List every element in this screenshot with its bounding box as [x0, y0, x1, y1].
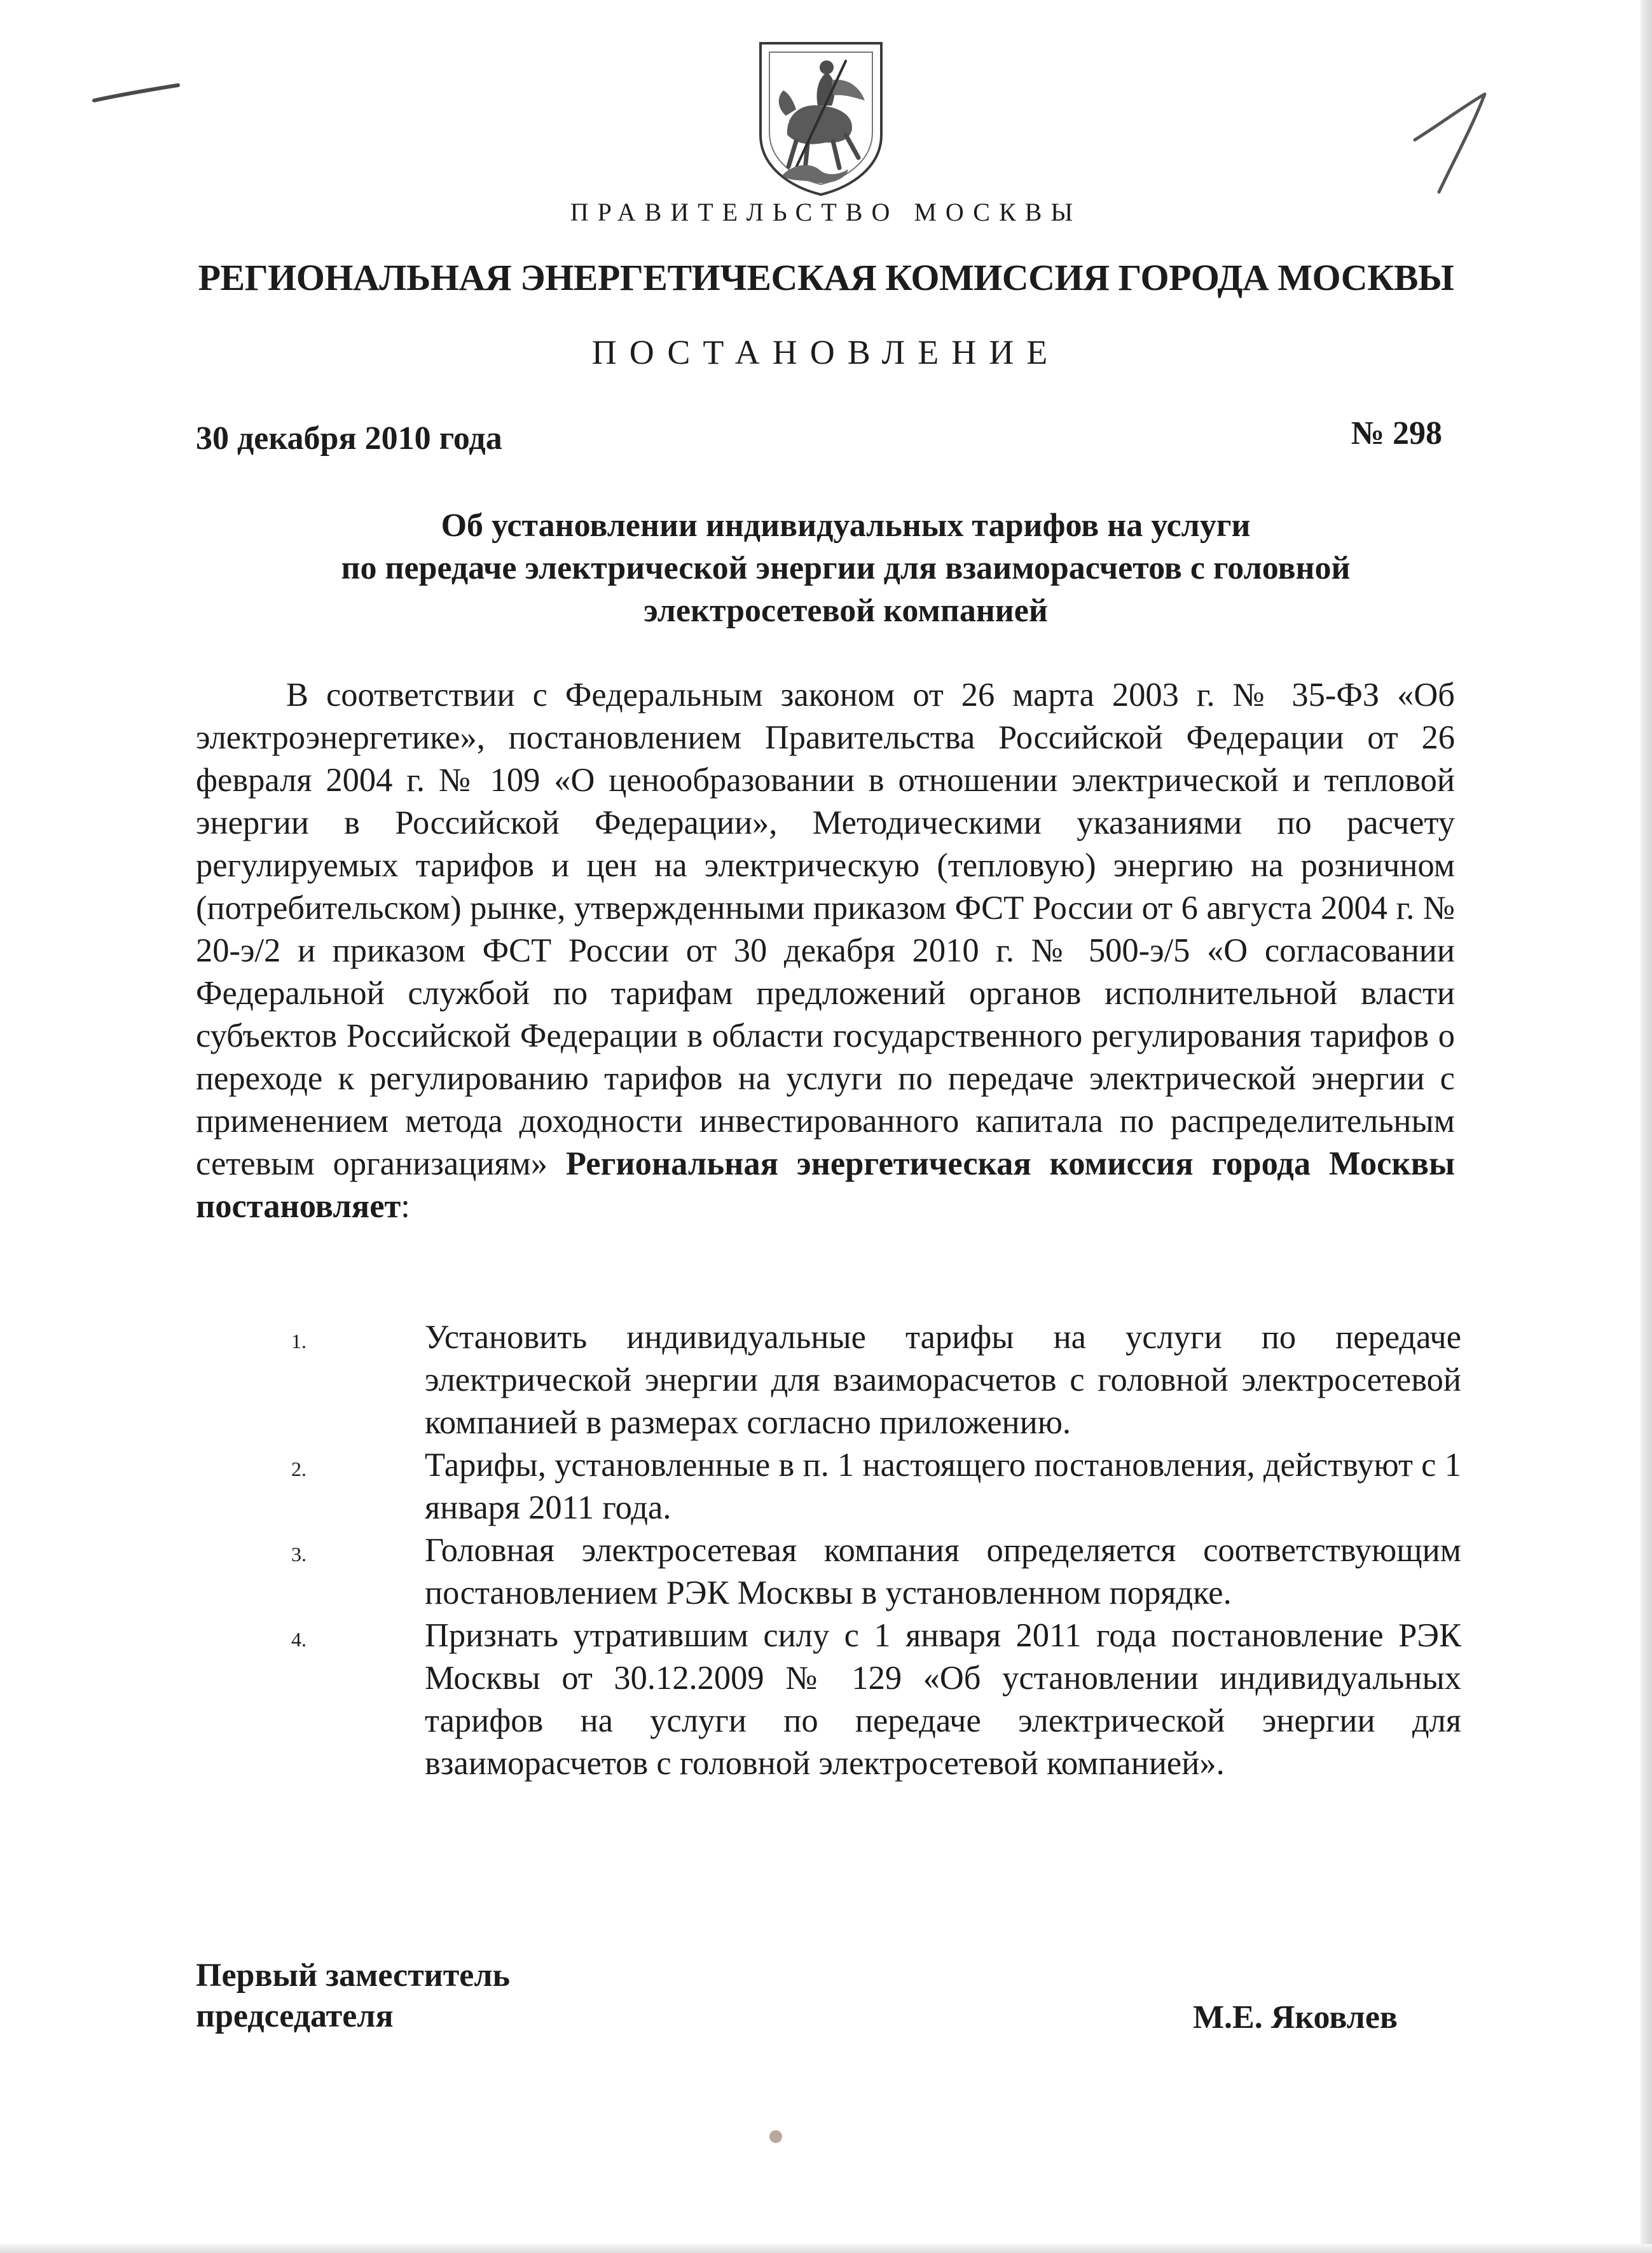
- title-line-2: по передаче электрической энергии для взаиморасчетов с головной: [341, 550, 1351, 586]
- resolve-colon: :: [401, 1188, 410, 1225]
- list-item-text: Признать утратившим силу с 1 января 2011 года постановление РЭК Москвы от 30.12.2009 № 129 «Об установлении индивидуальных тарифов на услуги по передаче электрической энергии для взаиморасчетов с головной электросетевой компанией».: [425, 1617, 1461, 1782]
- list-item: [196, 1615, 1461, 1785]
- signatory-position-line-2: председателя: [196, 1998, 394, 2034]
- resolution-items-list: [196, 1316, 1461, 1785]
- list-item: [196, 1529, 1461, 1615]
- list-item-text: Установить индивидуальные тарифы на услуги по передаче электрической энергии для взаиморасчетов с головной электросетевой компанией в размерах согласно приложению.: [425, 1319, 1461, 1441]
- document-number: № 298: [1351, 415, 1442, 451]
- handwritten-page-number-1: [1402, 89, 1497, 197]
- list-item-text: Тарифы, установленные в п. 1 настоящего постановления, действуют с 1 января 2011 года.: [425, 1447, 1461, 1526]
- list-item: [196, 1316, 1461, 1444]
- preamble-paragraph: [196, 674, 1455, 1228]
- paper-spot: [769, 2130, 782, 2143]
- government-header: ПРАВИТЕЛЬСТВО МОСКВЫ: [570, 198, 1082, 226]
- title-line-1: Об установлении индивидуальных тарифов на услуги: [441, 507, 1251, 544]
- list-item-number: 2.: [291, 1457, 306, 1480]
- handwritten-dash-mark: [89, 76, 184, 108]
- list-item-text: Головная электросетевая компания определяется соответствующим постановлением РЭК Москвы в установленном порядке.: [425, 1532, 1461, 1611]
- page-bottom-edge: [0, 2244, 1652, 2253]
- list-item-number: 4.: [291, 1628, 306, 1651]
- list-item: [196, 1444, 1461, 1529]
- document-date: 30 декабря 2010 года: [196, 420, 502, 457]
- moscow-coat-of-arms-emblem: [757, 39, 885, 197]
- preamble-text: В соответствии с Федеральным законом от 26 марта 2003 г. № 35-ФЗ «Об электроэнергетике», постановлением Правительства Российской Федерации от 26 февраля 2004 г. № 109 «О ценообразовании в отношении электрической и тепловой энергии в Российской Федерации», Методическими указаниями по расчету регулируемых тарифов и цен на электрическую (тепловую) энергию на розничном (потребительском) рынке, утвержденными приказом ФСТ России от 6 августа 2004 г. № 20-э/2 и приказом ФСТ России от 30 декабря 2010 г. № 500-э/5 «О согласовании Федеральной службой по тарифам предложений органов исполнительной власти субъектов Российской Федерации в области государственного регулирования тарифов о переходе к регулированию тарифов на услуги по передаче электрической энергии с применением метода доходности инвестированного капитала по распределительным сетевым организациям»: [196, 677, 1455, 1182]
- signatory-position-line-1: Первый заместитель: [196, 1957, 510, 1994]
- document-title: [254, 504, 1437, 632]
- commission-name: РЕГИОНАЛЬНАЯ ЭНЕРГЕТИЧЕСКАЯ КОМИССИЯ ГОРОДА МОСКВЫ: [198, 257, 1454, 298]
- signatory-name: М.Е. Яковлев: [1192, 1999, 1398, 2036]
- document-type: ПОСТАНОВЛЕНИЕ: [591, 333, 1061, 371]
- list-item-number: 1.: [291, 1330, 306, 1353]
- resolve-clause: Региональная энергетическая комиссия города Москвы постановляет: [196, 1145, 1455, 1225]
- title-line-3: электросетевой компанией: [644, 593, 1048, 629]
- signatory-position: [196, 1955, 510, 2037]
- list-item-number: 3.: [291, 1543, 306, 1566]
